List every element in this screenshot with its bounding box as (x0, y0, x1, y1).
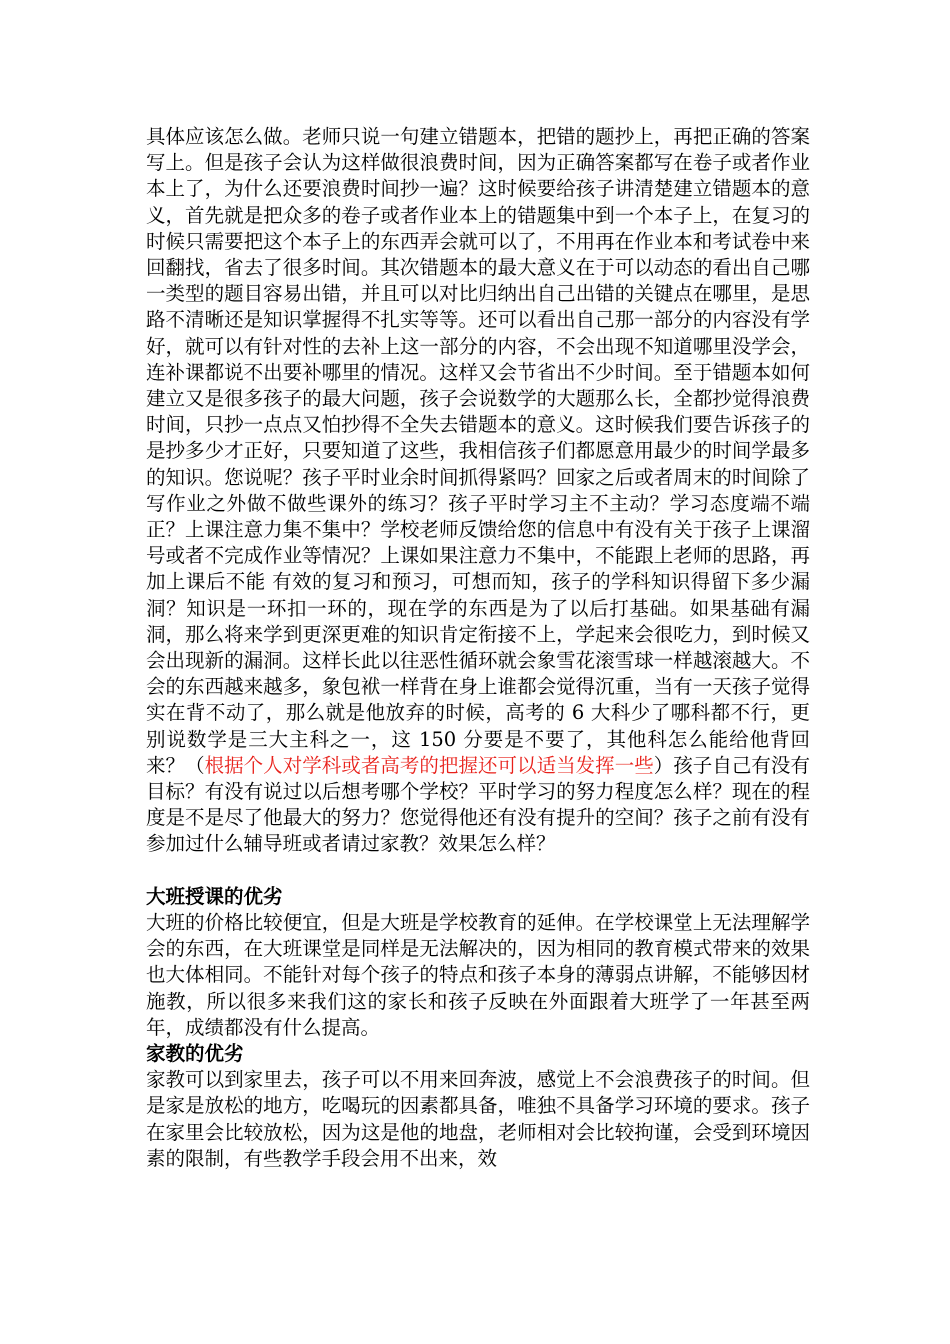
heading-home-tutor: 家教的优劣 (146, 1041, 244, 1065)
paragraph-large-class: 大班的价格比较便宜，但是大班是学校教育的延伸。在学校课堂上无法理解学会的东西，在大班课堂是同样是无法解决的，因为相同的教育模式带来的效果也大体相同。不能针对每个孩子的特点和孩子本身的薄弱点讲解，不能够因材施教，所以很多来我们这的家长和孩子反映在外面跟着大班学了一年甚至两年，成绩都没有什么提高。 (146, 910, 810, 1039)
red-note: 根据个人对学科或者高考的把握还可以适当发挥一些 (204, 753, 654, 777)
document-page (146, 124, 810, 1172)
paragraph-wrong-question-notebook (146, 124, 810, 858)
paragraph-text: 具体应该怎么做。老师只说一句建立错题本，把错的题抄上，再把正确的答案写上。但是孩子会认为这样做很浪费时间，因为正确答案都写在卷子或者作业本上了，为什么还要浪费时间抄一遍？这时候要给孩子讲清楚建立错题本的意义，首先就是把众多的卷子或者作业本上的错题集中到一个本子上，在复习的时候只需要把这个本子上的东西弄会就可以了，不用再在作业本和考试卷中来回翻找，省去了很多时间。其次错题本的最大意义在于可以动态的看出自己哪一类型的题目容易出错，并且可以对比归纳出自己出错的关键点在哪里，是思路不清晰还是知识掌握得不扎实等等。还可以看出自己那一部分的内容没有学好，就可以有针对性的去补上这一部分的内容，不会出现不知道哪里没学会，连补课都说不出要补哪里的情况。这样又会节省出不少时间。至于错题本如何建立又是很多孩子的最大问题，孩子会说数学的大题那么长，全都抄觉得浪费时间，只抄一点点又怕抄得不全失去错题本的意义。这时候我们要告诉孩子的是抄多少才正好，只要知道了这些，我相信孩子们都愿意用最少的时间学最多的知识。您说呢？孩子平时业余时间抓得紧吗？回家之后或者周末的时间除了写作业之外做不做些课外的练习？孩子平时学习主不主动？学习态度端不端正？上课注意力集不集中？学校老师反馈给您的信息中有没有关于孩子上课溜号或者不完成作业等情况？上课如果注意力不集中，不能跟上老师的思路，再加上课后不能 有效的复习和预习，可想而知，孩子的学科知识得留下多少漏洞？知识是一环扣一环的，现在学的东西是为了以后打基础。如果基础有漏洞，那么将来学到更深更难的知识肯定衔接不上，学起来会很吃力，到时候又会出现新的漏洞。这样长此以往恶性循环就会象雪花滚雪球一样越滚越大。不会的东西越来越多，象包袱一样背在身上谁都会觉得沉重，当有一天孩子觉得实在背不动了，那么就是他放弃的时候，高考的 6 大科少了哪科都不行，更别说数学是三大主科之一，这 150 分要是不要了，其他科怎么能给他背回来？ (146, 125, 810, 777)
blank-line (146, 858, 810, 884)
heading-large-class: 大班授课的优劣 (146, 884, 283, 908)
paragraph-text-continued: ）孩子自己有没有目标？有没有说过以后想考哪个学校？平时学习的努力程度怎么样？现在的程度是不是尽了他最大的努力？您觉得他还有没有提升的空间？孩子之前有没有参加过什么辅导班或者请过家教？效果怎么样？ (146, 753, 810, 856)
open-paren: （ (185, 753, 205, 777)
paragraph-home-tutor: 家教可以到家里去，孩子可以不用来回奔波，感觉上不会浪费孩子的时间。但是家是放松的地方，吃喝玩的因素都具备，唯独不具备学习环境的要求。孩子在家里会比较放松，因为这是他的地盘，老师相对会比较拘谨，会受到环境因素的限制，有些教学手段会用不出来，效 (146, 1068, 810, 1170)
